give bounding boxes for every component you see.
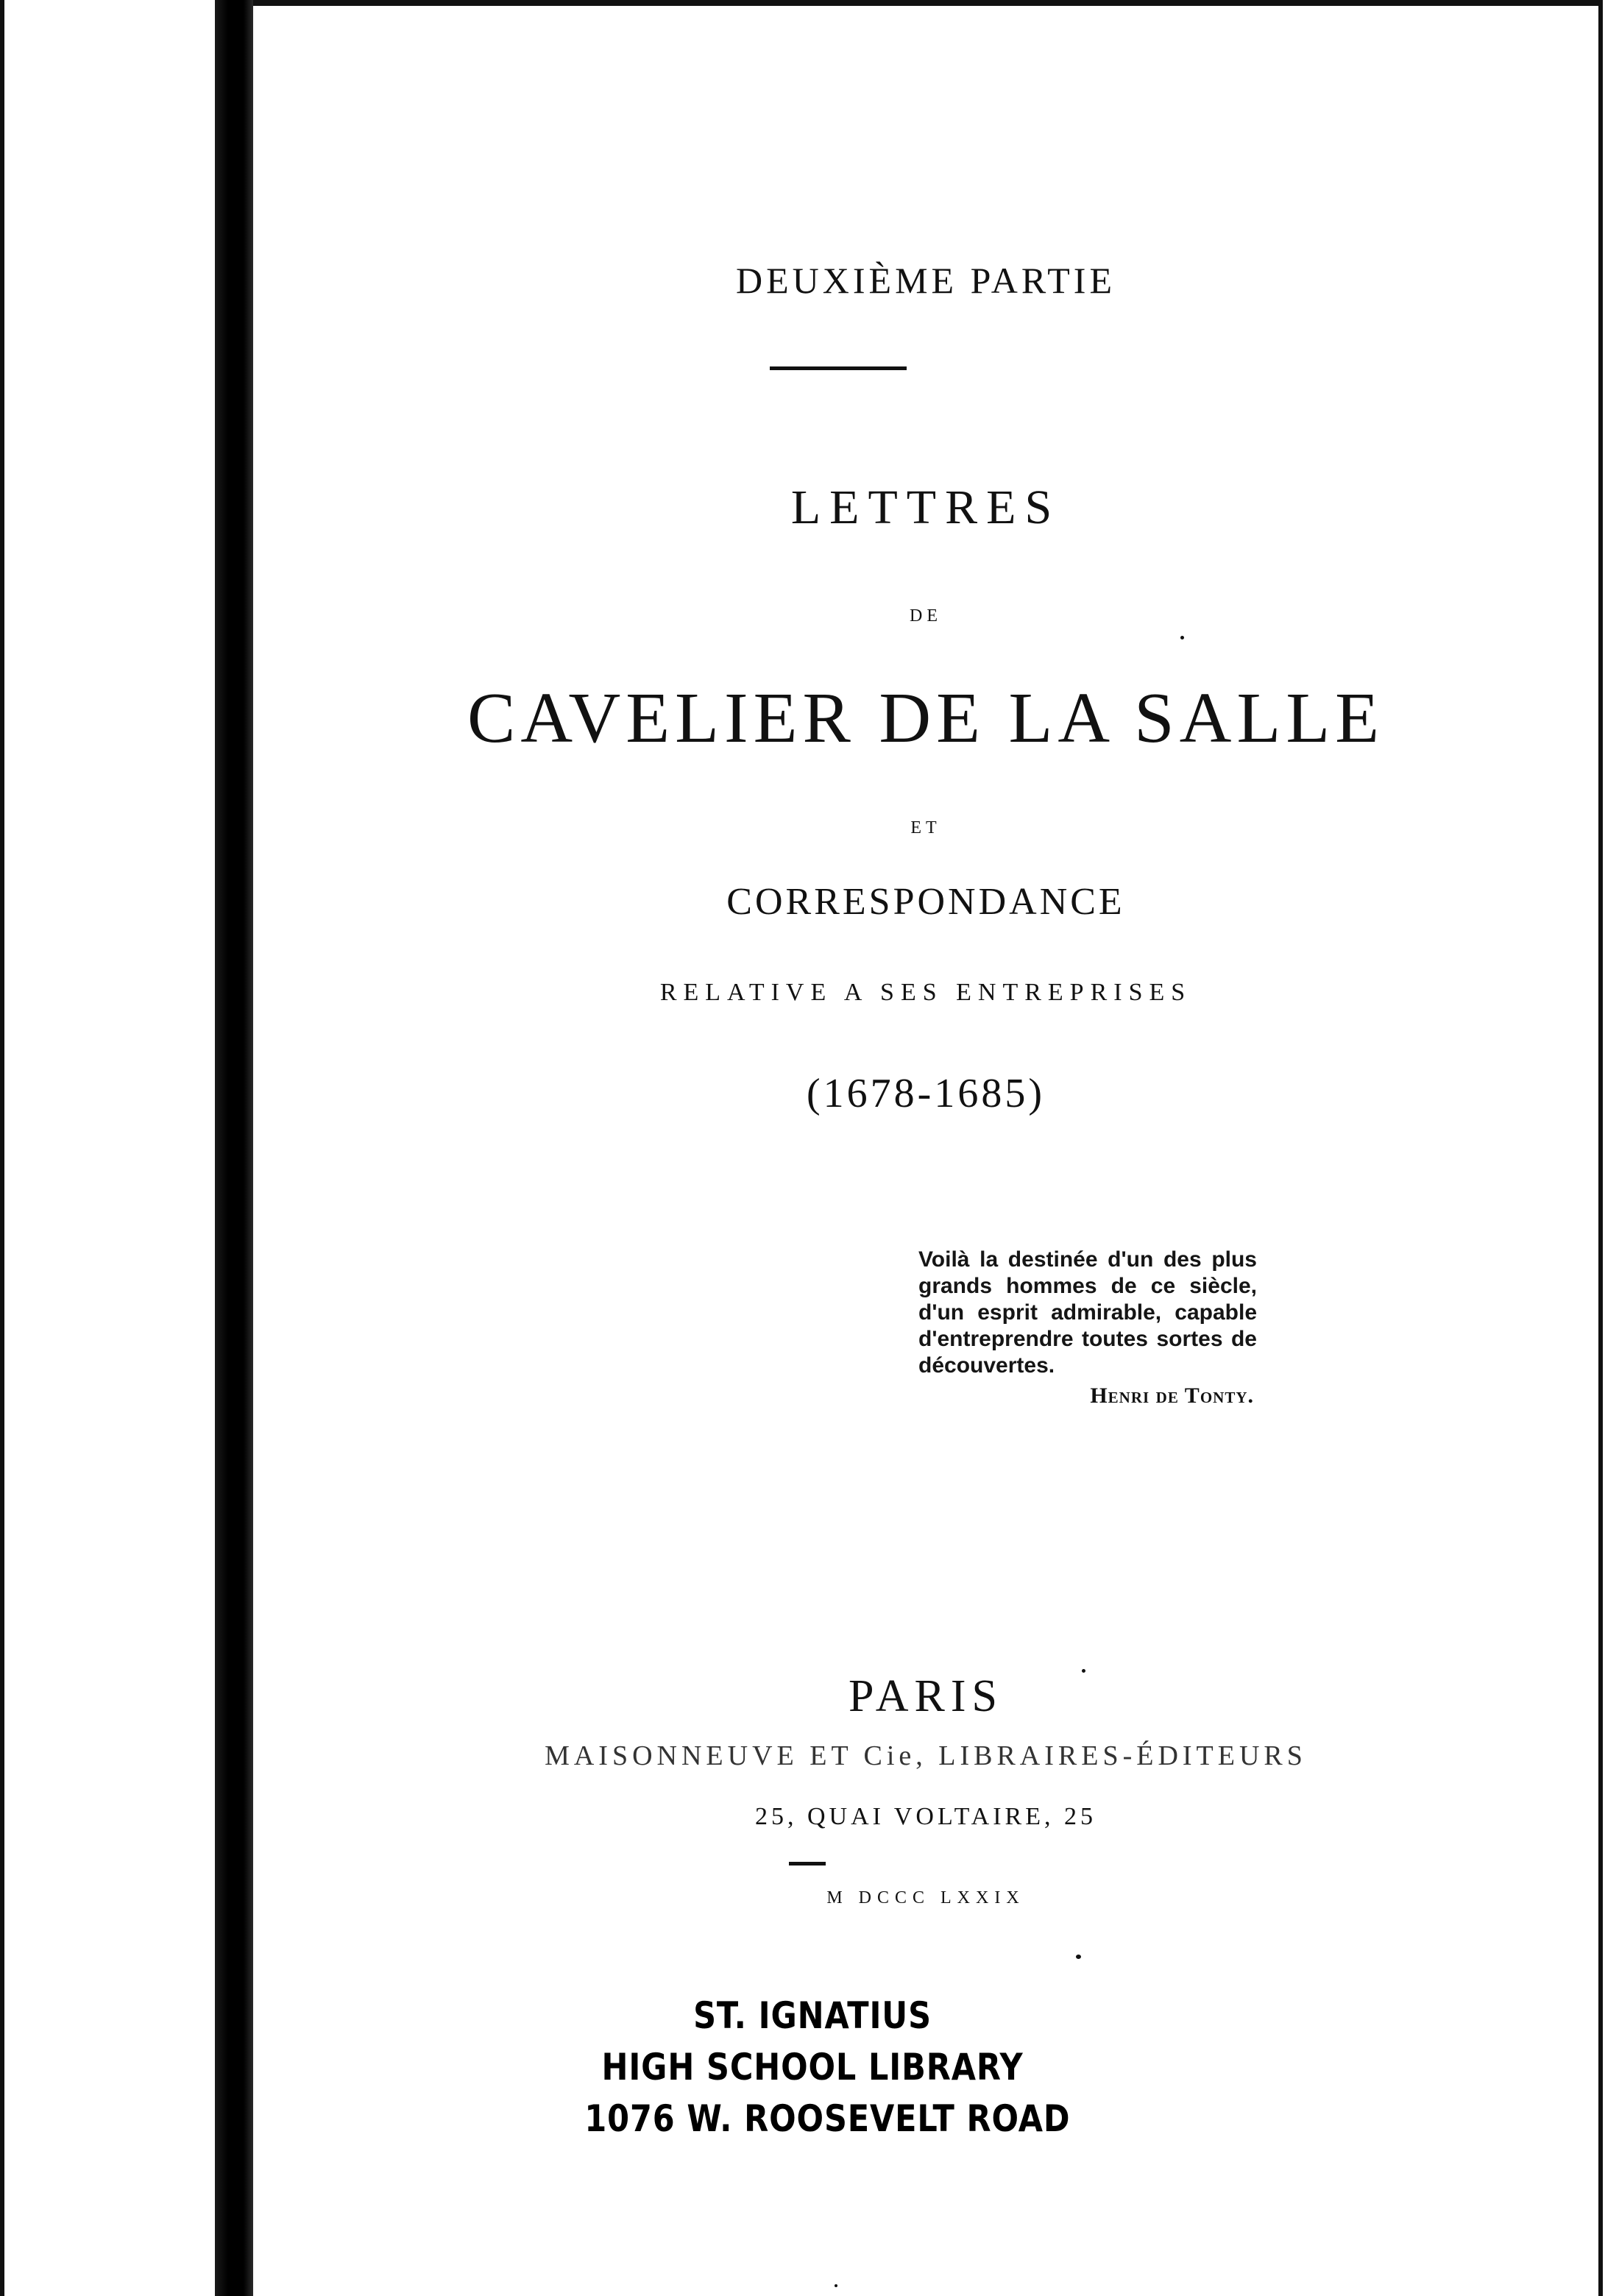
title-connector-et: ET — [910, 818, 941, 837]
title-connector-de: DE — [910, 606, 942, 626]
scan-speck — [835, 2284, 837, 2287]
top-scan-border — [253, 0, 1598, 6]
imprint-city: PARIS — [848, 1671, 1004, 1721]
imprint-publisher: MAISONNEUVE ET Cie, LIBRAIRES-ÉDITEURS — [545, 1740, 1307, 1771]
epigraph-quote: Voilà la destinée d'un des plus grands hommes de ce siècle, d'un esprit admirable, capable d'entreprendre toutes sortes de découvertes. — [918, 1247, 1257, 1378]
library-stamp-line-2: HIGH SCHOOL LIBRARY — [601, 2046, 1024, 2088]
scan-speck — [1180, 636, 1184, 639]
main-title: CAVELIER DE LA SALLE — [467, 678, 1385, 758]
book-gutter — [215, 0, 253, 2296]
imprint-divider — [789, 1862, 826, 1866]
title-line-correspondance: CORRESPONDANCE — [726, 881, 1125, 923]
left-scan-border — [0, 0, 4, 2296]
scan-speck — [1076, 1955, 1081, 1959]
epigraph-attribution: Henri de Tonty. — [1090, 1383, 1254, 1408]
subtitle: RELATIVE A SES ENTREPRISES — [659, 979, 1192, 1006]
right-scan-border — [1598, 0, 1603, 2296]
part-heading: DEUXIÈME PARTIE — [736, 260, 1116, 301]
imprint-address: 25, QUAI VOLTAIRE, 25 — [755, 1803, 1097, 1830]
imprint-date: M DCCC LXXIX — [826, 1888, 1025, 1907]
library-stamp-line-1: ST. IGNATIUS — [693, 1994, 932, 2037]
title-divider — [770, 366, 907, 370]
library-stamp-line-3: 1076 W. ROOSEVELT ROAD — [584, 2097, 1071, 2140]
title-line-lettres: LETTRES — [790, 481, 1061, 534]
date-range: (1678-1685) — [807, 1071, 1045, 1116]
